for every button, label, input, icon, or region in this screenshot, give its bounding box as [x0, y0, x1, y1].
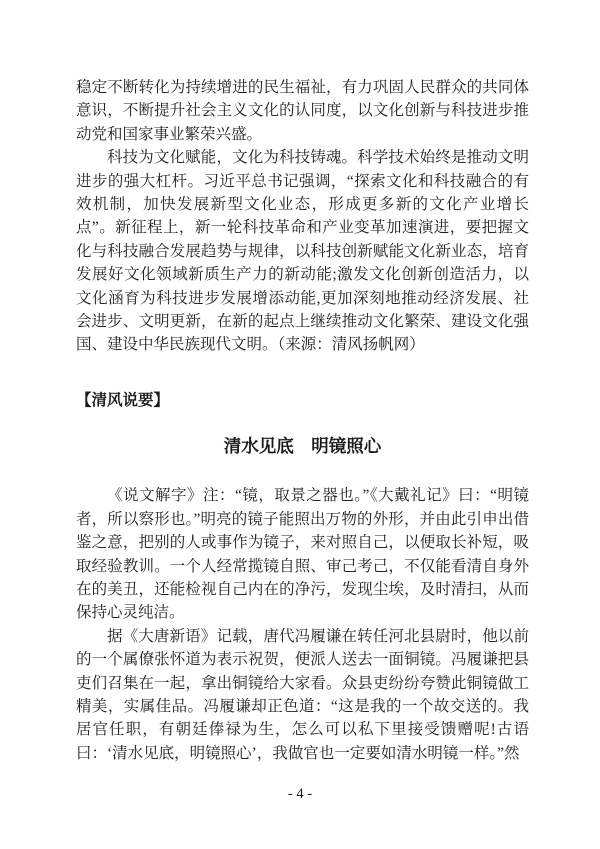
page-number: - 4 -	[287, 786, 313, 802]
page-content	[76, 76, 529, 765]
section-heading: 【清风说要】	[76, 391, 170, 409]
paragraph-mirror-meaning: 《说文解字》注：“镜，取景之器也。”《大戴礼记》曰：“明镜者，所以察形也。”明亮的镜子能照出万物的外形，并由此引申出借鉴之意，把别的人或事作为镜子，来对照自己，以便取长补短，吸取经验教训。一个人经常揽镜自照、审己考己，不仅能看清自身外在的美丑，还能检视自己内在的净污，发现尘埃，及时清扫，从而保持心灵纯洁。	[76, 487, 529, 622]
paragraph-science-culture: 科技为文化赋能，文化为科技铸魂。科学技术始终是推动文明进步的强大杠杆。习近平总书记强调，“探索文化和科技融合的有效机制，加快发展新型文化业态，形成更多新的文化产业增长点”。新征程上，新一轮科技革命和产业变革加速演进，要把握文化与科技融合发展趋势与规律，以科技创新赋能文化新业态，培育发展好文化领域新质生产力的新动能;激发文化创新创造活力，以文化涵育为科技进步发展增添动能,更加深刻地推动经济发展、社会进步、文明更新，在新的起点上继续推动文化繁荣、建设文化强国、建设中华民族现代文明。（来源：清风扬帆网）	[76, 149, 529, 354]
paragraph-continuation: 稳定不断转化为持续增进的民生福祉，有力巩固人民群众的共同体意识，不断提升社会主义文化的认同度，以文化创新与科技进步推动党和国家事业繁荣兴盛。	[76, 79, 529, 143]
article-title: 清水见底 明镜照心	[223, 436, 382, 457]
paragraph-feng-lvqian-story: 据《大唐新语》记载，唐代冯履谦在转任河北县尉时，他以前的一个属僚张怀道为表示祝贺，便派人送去一面铜镜。冯履谦把县吏们召集在一起，拿出铜镜给大家看。众县吏纷纷夸赞此铜镜做工精美，实属佳品。冯履谦却正色道：“这是我的一个故交送的。我居官任职，有朝廷俸禄为生，怎么可以私下里接受馈赠呢!古语曰：‘清水见底，明镜照心’，我做官也一定要如清水明镜一样。”然	[76, 627, 529, 762]
